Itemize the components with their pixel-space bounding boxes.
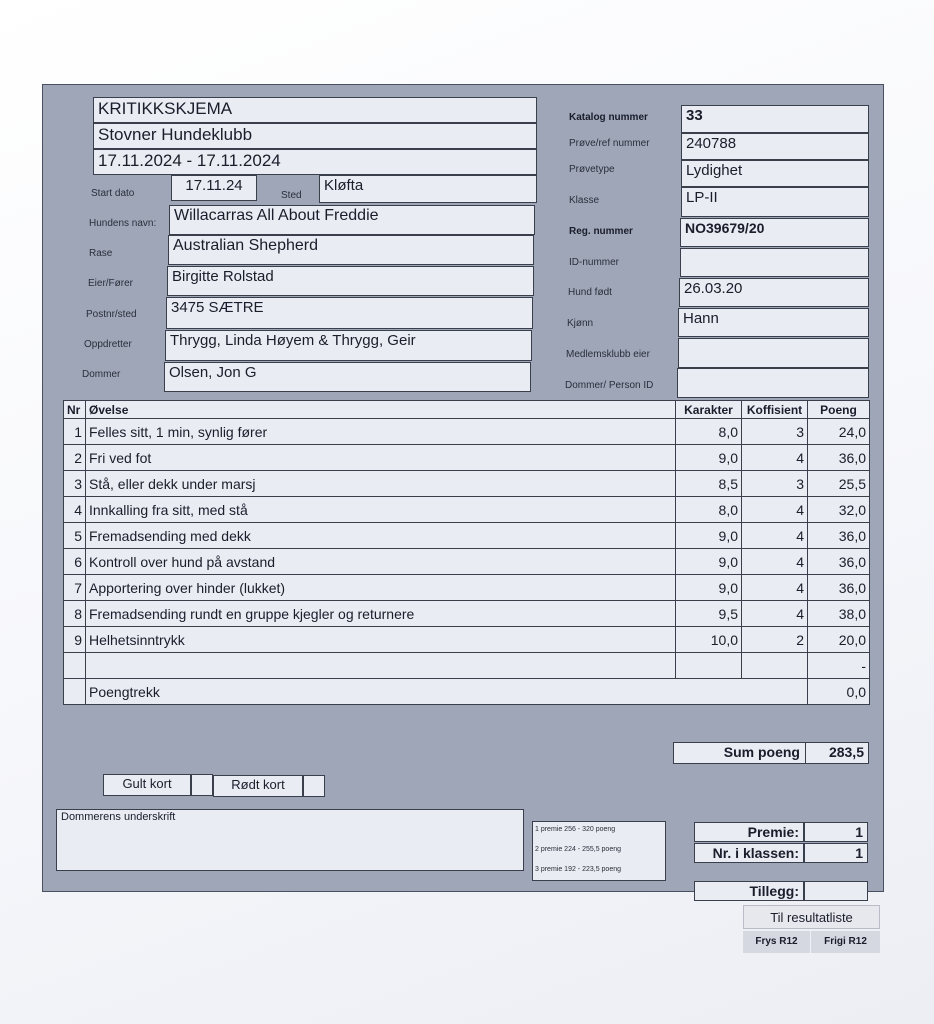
table-row bbox=[64, 497, 870, 523]
row-karakter[interactable]: 8,0 bbox=[676, 419, 742, 445]
row-koeffisient: 4 bbox=[742, 601, 808, 627]
klasse-label: Klasse bbox=[569, 195, 600, 206]
form-title: KRITIKKSKJEMA bbox=[93, 97, 537, 123]
signature-label: Dommerens underskrift bbox=[61, 811, 176, 823]
table-row bbox=[64, 575, 870, 601]
rodt-kort-checkbox[interactable] bbox=[303, 775, 325, 797]
row-ovelse: Stå, eller dekk under marsj bbox=[86, 471, 676, 497]
row-koeffisient: 4 bbox=[742, 523, 808, 549]
row-poeng: 25,5 bbox=[808, 471, 870, 497]
rase-label: Rase bbox=[89, 248, 113, 259]
table-row bbox=[64, 627, 870, 653]
medlemsklubb-label: Medlemsklubb eier bbox=[566, 349, 650, 360]
premie-info-1: 1 premie 256 - 320 poeng bbox=[535, 826, 616, 833]
kritikkskjema-form bbox=[42, 84, 884, 899]
row-karakter[interactable]: 9,0 bbox=[676, 549, 742, 575]
row-nr: 8 bbox=[64, 601, 86, 627]
til-resultatliste-button[interactable]: Til resultatliste bbox=[743, 905, 880, 929]
reg-label: Reg. nummer bbox=[569, 226, 633, 237]
prove-field[interactable]: 240788 bbox=[681, 133, 869, 160]
tillegg-value[interactable] bbox=[804, 881, 868, 901]
row-karakter[interactable]: 9,0 bbox=[676, 445, 742, 471]
row-karakter[interactable]: 10,0 bbox=[676, 627, 742, 653]
row-karakter[interactable]: 9,0 bbox=[676, 575, 742, 601]
row-poeng: 36,0 bbox=[808, 523, 870, 549]
sted-label: Sted bbox=[281, 190, 302, 201]
start-date-field[interactable]: 17.11.24 bbox=[171, 175, 257, 201]
row-poeng: 24,0 bbox=[808, 419, 870, 445]
frigi-r12-button[interactable]: Frigi R12 bbox=[811, 931, 880, 953]
tillegg-label: Tillegg: bbox=[694, 881, 804, 901]
row-poeng: 36,0 bbox=[808, 445, 870, 471]
sted-field[interactable]: Kløfta bbox=[319, 175, 537, 203]
frys-r12-button[interactable]: Frys R12 bbox=[743, 931, 810, 953]
rase-field[interactable]: Australian Shepherd bbox=[168, 235, 534, 265]
katalog-label: Katalog nummer bbox=[569, 112, 648, 123]
katalog-field[interactable]: 33 bbox=[681, 105, 869, 133]
row-ovelse: Kontroll over hund på avstand bbox=[86, 549, 676, 575]
header-ovelse: Øvelse bbox=[86, 401, 676, 419]
row-nr: 7 bbox=[64, 575, 86, 601]
provetype-label: Prøvetype bbox=[569, 164, 615, 175]
header-poeng: Poeng bbox=[808, 401, 870, 419]
oppdretter-label: Oppdretter bbox=[84, 339, 132, 350]
nr-klassen-value[interactable]: 1 bbox=[804, 843, 868, 863]
postnr-label: Postnr/sted bbox=[86, 309, 137, 320]
row-ovelse: Fremadsending rundt en gruppe kjegler og returnere bbox=[86, 601, 676, 627]
row-karakter[interactable]: 9,0 bbox=[676, 523, 742, 549]
provetype-field[interactable]: Lydighet bbox=[681, 160, 869, 187]
premie-info-3: 3 premie 192 - 223,5 poeng bbox=[535, 866, 622, 873]
row-poeng: 36,0 bbox=[808, 549, 870, 575]
kjonn-label: Kjønn bbox=[567, 318, 594, 329]
poengtrekk-row bbox=[64, 679, 870, 705]
table-row bbox=[64, 601, 870, 627]
hund-fodt-field[interactable]: 26.03.20 bbox=[679, 278, 869, 307]
row-poeng: 20,0 bbox=[808, 627, 870, 653]
row-ovelse: Felles sitt, 1 min, synlig fører bbox=[86, 419, 676, 445]
gult-kort-checkbox[interactable] bbox=[191, 774, 213, 796]
row-nr: 4 bbox=[64, 497, 86, 523]
klasse-field[interactable]: LP-II bbox=[681, 187, 869, 217]
row-poeng: 32,0 bbox=[808, 497, 870, 523]
row-karakter[interactable]: 8,0 bbox=[676, 497, 742, 523]
table-row bbox=[64, 523, 870, 549]
premie-label: Premie: bbox=[694, 822, 804, 842]
row-koeffisient: 4 bbox=[742, 575, 808, 601]
row-karakter[interactable]: 8,5 bbox=[676, 471, 742, 497]
table-row bbox=[64, 445, 870, 471]
row-ovelse: Apportering over hinder (lukket) bbox=[86, 575, 676, 601]
postnr-field[interactable]: 3475 SÆTRE bbox=[166, 297, 533, 329]
row-nr-blank bbox=[64, 653, 86, 679]
poengtrekk-nr bbox=[64, 679, 86, 705]
row-koeffisient: 2 bbox=[742, 627, 808, 653]
dommer-id-field[interactable] bbox=[677, 368, 869, 398]
row-nr: 9 bbox=[64, 627, 86, 653]
row-ovelse: Fremadsending med dekk bbox=[86, 523, 676, 549]
reg-field[interactable]: NO39679/20 bbox=[680, 218, 869, 247]
poengtrekk-value[interactable]: 0,0 bbox=[808, 679, 870, 705]
club-name: Stovner Hundeklubb bbox=[93, 123, 537, 149]
row-karakter[interactable]: 9,5 bbox=[676, 601, 742, 627]
eier-field[interactable]: Birgitte Rolstad bbox=[167, 266, 534, 296]
row-koeffisient: 4 bbox=[742, 445, 808, 471]
header-koeffisient: Koffisient bbox=[742, 401, 808, 419]
exercise-table bbox=[63, 400, 870, 705]
premie-value[interactable]: 1 bbox=[804, 822, 868, 842]
row-nr: 1 bbox=[64, 419, 86, 445]
header-karakter: Karakter bbox=[676, 401, 742, 419]
dommer-label: Dommer bbox=[82, 369, 121, 380]
signature-box[interactable] bbox=[56, 809, 524, 871]
kjonn-field[interactable]: Hann bbox=[678, 308, 869, 337]
row-ovelse-blank bbox=[86, 653, 676, 679]
row-koeffisient: 3 bbox=[742, 419, 808, 445]
premie-info-2: 2 premie 224 - 255,5 poeng bbox=[535, 846, 622, 853]
id-field[interactable] bbox=[680, 248, 869, 277]
table-row bbox=[64, 471, 870, 497]
row-koeffisient: 4 bbox=[742, 549, 808, 575]
sum-value: 283,5 bbox=[805, 742, 869, 764]
event-dates: 17.11.2024 - 17.11.2024 bbox=[93, 149, 537, 175]
start-date-label: Start dato bbox=[91, 188, 135, 199]
row-nr: 6 bbox=[64, 549, 86, 575]
row-koeffisient-blank bbox=[742, 653, 808, 679]
eier-label: Eier/Fører bbox=[88, 278, 133, 289]
dog-name-label: Hundens navn: bbox=[89, 218, 157, 229]
table-row bbox=[64, 419, 870, 445]
row-poeng: 36,0 bbox=[808, 575, 870, 601]
rodt-kort-label: Rødt kort bbox=[213, 775, 303, 797]
header-nr: Nr bbox=[64, 401, 86, 419]
dog-name-field[interactable]: Willacarras All About Freddie bbox=[169, 205, 535, 235]
row-karakter-blank[interactable] bbox=[676, 653, 742, 679]
row-nr: 2 bbox=[64, 445, 86, 471]
nr-klassen-label: Nr. i klassen: bbox=[694, 843, 804, 863]
row-koeffisient: 4 bbox=[742, 497, 808, 523]
prove-label: Prøve/ref nummer bbox=[569, 138, 650, 149]
oppdretter-field[interactable]: Thrygg, Linda Høyem & Thrygg, Geir bbox=[165, 330, 532, 361]
dommer-id-label: Dommer/ Person ID bbox=[565, 380, 654, 391]
sum-label: Sum poeng bbox=[673, 742, 869, 764]
gult-kort-label: Gult kort bbox=[103, 774, 191, 796]
row-ovelse: Fri ved fot bbox=[86, 445, 676, 471]
table-row bbox=[64, 549, 870, 575]
hund-fodt-label: Hund født bbox=[568, 287, 612, 298]
row-poeng: 38,0 bbox=[808, 601, 870, 627]
row-ovelse: Helhetsinntrykk bbox=[86, 627, 676, 653]
row-nr: 5 bbox=[64, 523, 86, 549]
id-label: ID-nummer bbox=[569, 257, 620, 268]
row-koeffisient: 3 bbox=[742, 471, 808, 497]
row-ovelse: Innkalling fra sitt, med stå bbox=[86, 497, 676, 523]
poengtrekk-label: Poengtrekk bbox=[86, 679, 808, 705]
medlemsklubb-field[interactable] bbox=[678, 338, 869, 368]
row-poeng-blank: - bbox=[808, 653, 870, 679]
table-row-blank bbox=[64, 653, 870, 679]
dommer-field[interactable]: Olsen, Jon G bbox=[164, 362, 531, 392]
table-header-row bbox=[64, 401, 870, 419]
row-nr: 3 bbox=[64, 471, 86, 497]
